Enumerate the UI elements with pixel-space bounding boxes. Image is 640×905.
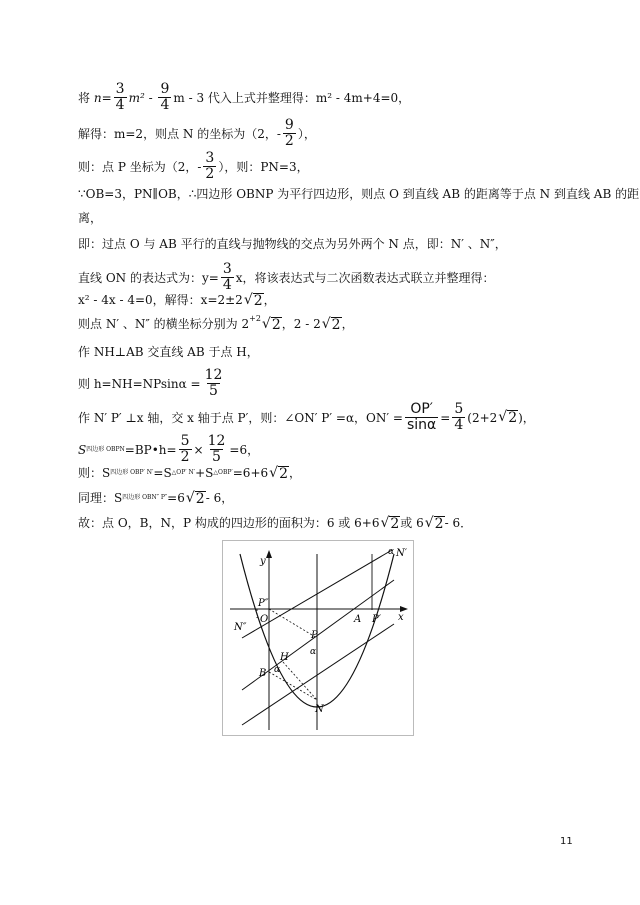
solution-line-13: S 四边形 OBPN =BP•h= $\frac{5}{2}$ × $\frac{12}{5}$ =6，: [78, 433, 260, 465]
solution-line-11: 则 h=NH=NPsinα = $\frac{12}{5}$: [78, 367, 223, 399]
solution-line-15: 同理：S 四边形 OBN″ P″ =6 √ 2 - 6，: [78, 489, 234, 507]
solution-line-6: 即：过点 O 与 AB 平行的直线与抛物线的交点为另外两个 N 点，即：N′ 、N″，: [78, 237, 507, 251]
label-n: N: [315, 704, 324, 715]
solution-line-14: 则：S 四边形 OBP′ N′ =S △OP′ N′ +S △OBP′ =6+6 √ 2 ，: [78, 464, 301, 482]
label-n-prime: N′: [396, 548, 408, 559]
solution-line-3: 则：点 P 坐标为（2，- $\frac{3}{2}$ ），则：PN=3，: [78, 150, 309, 182]
solution-line-1: 将 n = $\frac{3}{4}$ m² - $\frac{9}{4}$ m - 3 代入上式并整理得：m² - 4m+4=0，: [78, 81, 411, 113]
label-a: A: [354, 614, 362, 625]
solution-line-12: 作 N′ P′ ⊥x 轴，交 x 轴于点 P′，则：∠ON′ P′ =α，ON′ = $\frac{OP'}{\sin\alpha}$ = $\frac{5}{4}$ (2+2 √ 2 )，: [78, 401, 535, 433]
label-p: P: [311, 630, 318, 641]
label-p-double-prime: P″: [258, 598, 269, 609]
label-x: x: [398, 612, 404, 623]
y-axis-arrow: [266, 550, 272, 558]
label-h: H: [280, 652, 289, 663]
solution-line-5: 离，: [78, 211, 103, 225]
label-alpha-3: α: [274, 665, 281, 675]
solution-line-8: x² - 4x - 4=0，解得：x=2±2 √ 2 ，: [78, 291, 276, 309]
label-alpha-2: α: [310, 647, 317, 657]
label-b: B: [259, 668, 267, 679]
solution-line-9: 则点 N′ 、N″ 的横坐标分别为 2 +2 √ 2 ，2 - 2 √ 2 ，: [78, 314, 354, 333]
solution-line-7: 直线 ON 的表达式为：y= $\frac{3}{4}$ x，将该表达式与二次函数表达式联立并整理得：: [78, 261, 495, 293]
geometry-figure: [222, 540, 414, 736]
dashed-op: [269, 609, 317, 638]
solution-line-4: ∵OB=3，PN∥OB，∴四边形 OBNP 为平行四边形，则点 O 到直线 AB 的距离等于点 N 到直线 AB 的距: [78, 187, 640, 201]
solution-line-10: 作 NH⊥AB 交直线 AB 于点 H，: [78, 345, 259, 359]
dashed-bn: [269, 672, 317, 700]
label-p-prime: P′: [372, 614, 381, 625]
solution-line-2: 解得：m=2，则点 N 的坐标为（2，- $\frac{9}{2}$ ），: [78, 117, 316, 149]
label-n-double-prime: N″: [234, 622, 247, 633]
label-o: O: [260, 614, 269, 625]
label-alpha-1: α: [388, 547, 395, 557]
page-number: 11: [560, 836, 573, 847]
label-y: y: [260, 556, 266, 567]
solution-line-16: 故：点 O，B，N，P 构成的四边形的面积为：6 或 6+6 √ 2 或 6 √ 2 - 6．: [78, 514, 473, 532]
